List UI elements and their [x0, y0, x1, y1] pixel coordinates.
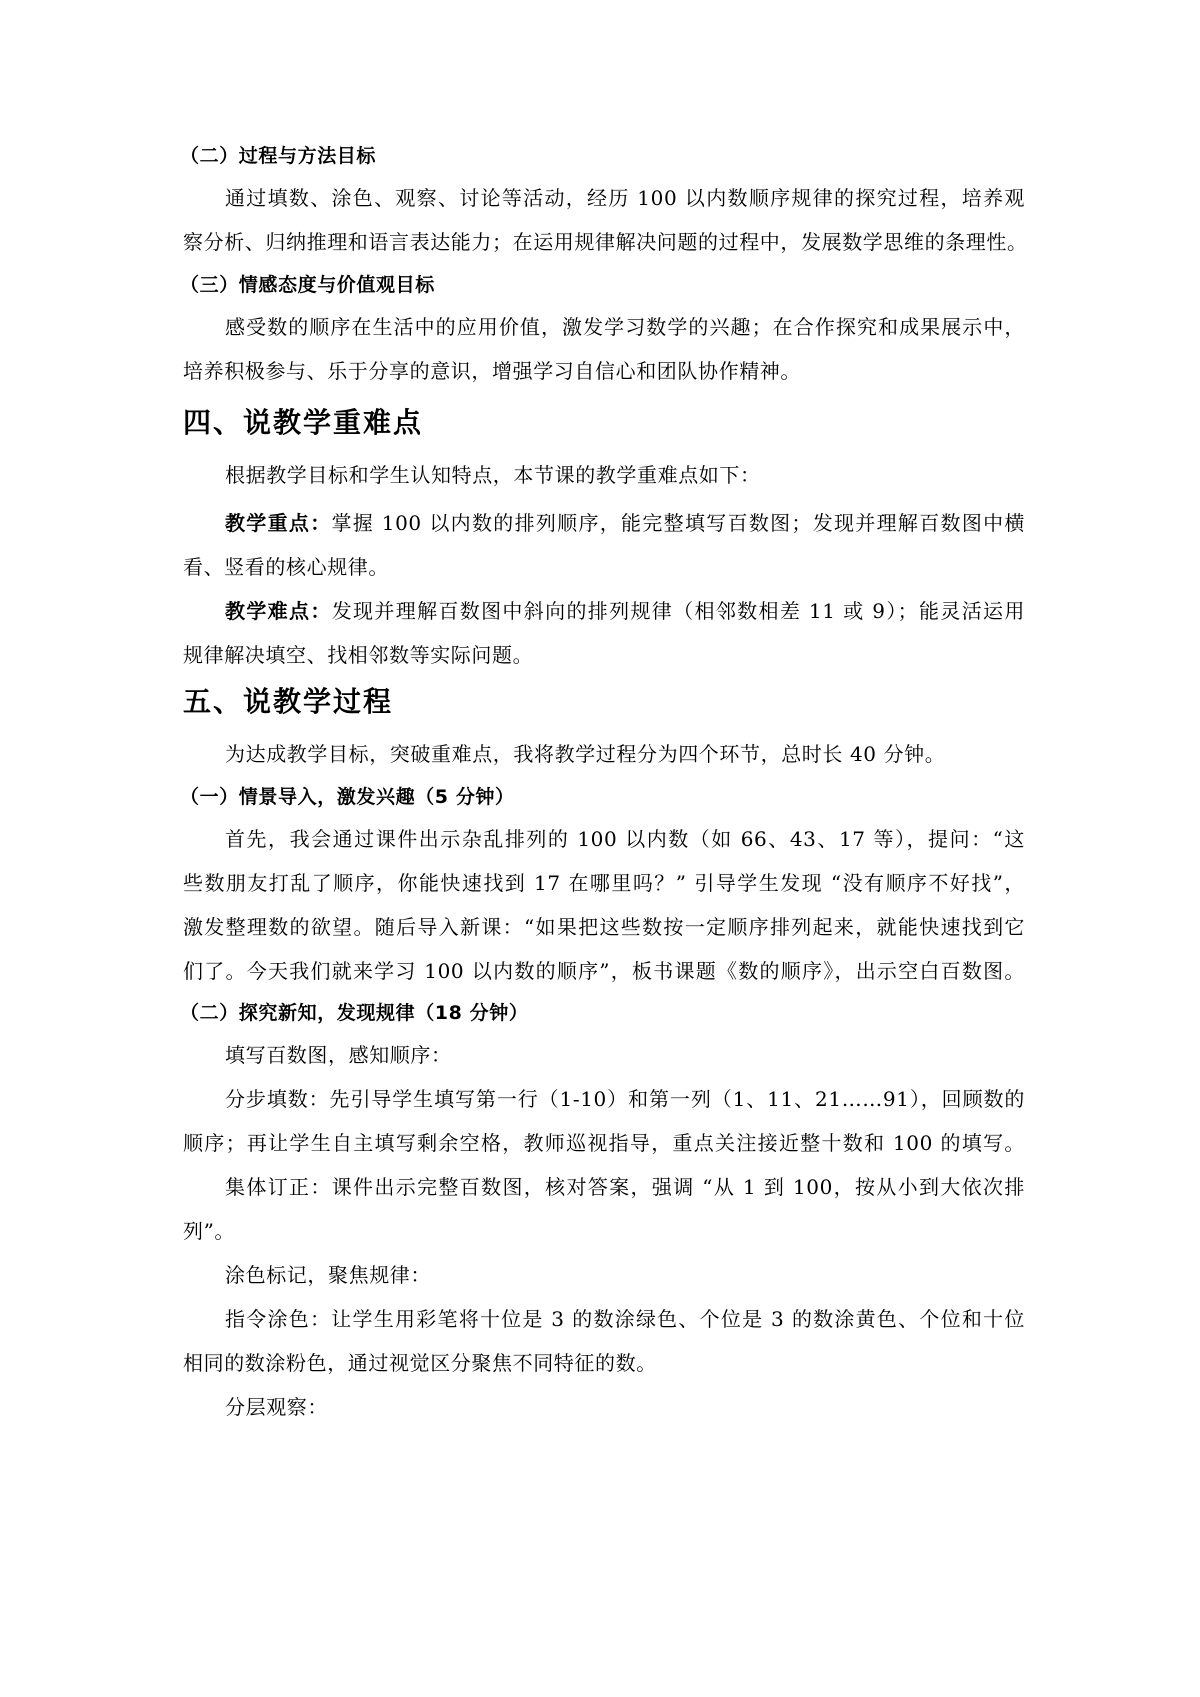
key-point-label: 教学重点：: [225, 511, 332, 535]
paragraph-line: 通过填数、涂色、观察、讨论等活动，经历 100 以内数顺序规律的探究过程，培养观: [225, 186, 1025, 210]
difficulty-line: [225, 597, 1025, 625]
difficulty-label: 教学难点：: [225, 599, 332, 623]
paragraph-line: 列”。: [183, 1219, 236, 1243]
paragraph-line: 规律解决填空、找相邻数等实际问题。: [183, 643, 534, 667]
paragraph-line: 为达成教学目标，突破重难点，我将教学过程分为四个环节，总时长 40 分钟。: [225, 742, 946, 766]
paragraph-line: 涂色标记，聚焦规律：: [225, 1263, 431, 1287]
paragraph-line: 培养积极参与、乐于分享的意识，增强学习自信心和团队协作精神。: [183, 359, 801, 383]
paragraph-line: 分步填数：先引导学生填写第一行（1-10）和第一列（1、11、21……91），回顾数的: [225, 1087, 1025, 1111]
paragraph-line: 感受数的顺序在生活中的应用价值，激发学习数学的兴趣；在合作探究和成果展示中，: [225, 315, 1025, 339]
key-point-line: [225, 509, 1025, 537]
paragraph-line: 指令涂色：让学生用彩笔将十位是 3 的数涂绿色、个位是 3 的数涂黄色、个位和十位: [225, 1307, 1025, 1331]
paragraph-line: 集体订正：课件出示完整百数图，核对答案，强调 “从 1 到 100，按从小到大依次排: [225, 1175, 1025, 1199]
paragraph-line: 填写百数图，感知顺序：: [225, 1043, 452, 1067]
paragraph-line: 相同的数涂粉色，通过视觉区分聚焦不同特征的数。: [183, 1351, 657, 1375]
step-heading-intro: （一）情景导入，激发兴趣（5 分钟）: [180, 786, 515, 808]
paragraph-line: 顺序；再让学生自主填写剩余空格，教师巡视指导，重点关注接近整十数和 100 的填写。: [183, 1131, 1025, 1155]
paragraph-line: 激发整理数的欲望。随后导入新课：“如果把这些数按一定顺序排列起来，就能快速找到它: [183, 915, 1025, 939]
paragraph-line: 根据教学目标和学生认知特点，本节课的教学重难点如下：: [225, 463, 761, 487]
section-heading-emotion-goals: （三）情感态度与价值观目标: [180, 274, 435, 296]
paragraph-line: 些数朋友打乱了顺序，你能快速找到 17 在哪里吗？” 引导学生发现 “没有顺序不好找”，: [183, 871, 1025, 895]
paragraph-line: 察分析、归纳推理和语言表达能力；在运用规律解决问题的过程中，发展数学思维的条理性。: [183, 230, 1028, 254]
chapter-heading-key-points: 四、说教学重难点: [183, 406, 424, 439]
paragraph-line: 分层观察：: [225, 1395, 328, 1419]
difficulty-text: 发现并理解百数图中斜向的排列规律（相邻数相差 11 或 9）；能灵活运用: [331, 599, 1025, 623]
chapter-heading-teaching-process: 五、说教学过程: [183, 685, 394, 718]
step-heading-explore: （二）探究新知，发现规律（18 分钟）: [180, 1002, 529, 1024]
section-heading-process-goals: （二）过程与方法目标: [180, 145, 377, 167]
paragraph-line: 们了。今天我们就来学习 100 以内数的顺序”，板书课题《数的顺序》，出示空白百数图。: [183, 959, 1025, 983]
paragraph-line: 首先，我会通过课件出示杂乱排列的 100 以内数（如 66、43、17 等），提问：“这: [225, 827, 1025, 851]
key-point-text: 掌握 100 以内数的排列顺序，能完整填写百数图；发现并理解百数图中横: [331, 511, 1026, 535]
paragraph-line: 看、竖看的核心规律。: [183, 555, 389, 579]
